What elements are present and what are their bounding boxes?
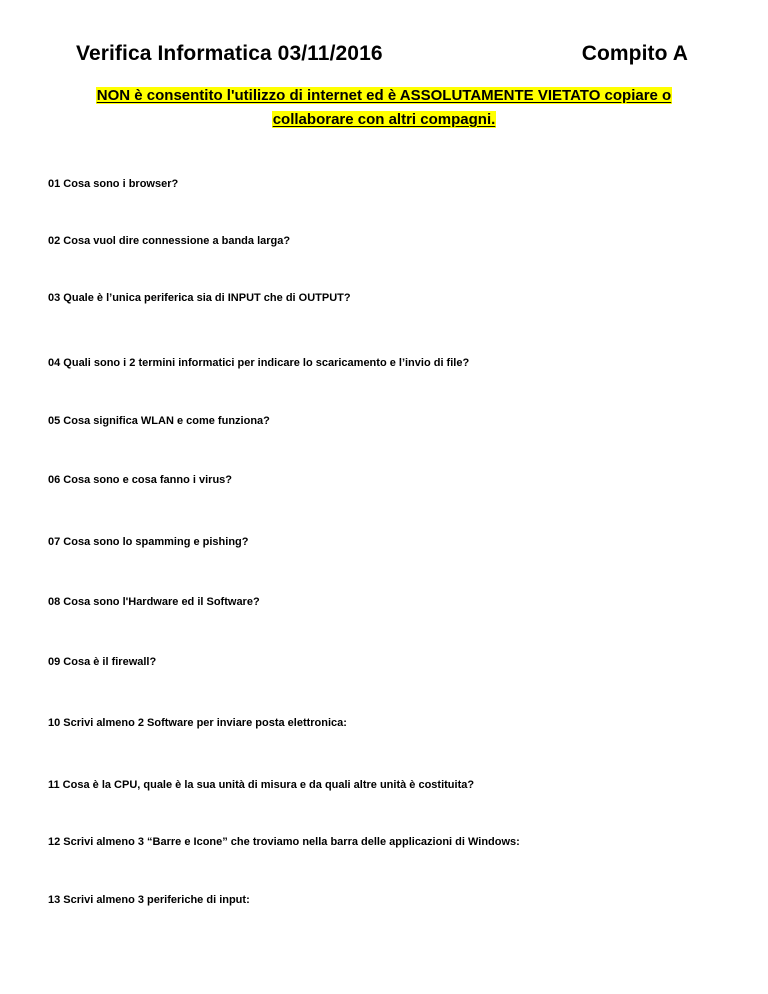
question-06: 06 Cosa sono e cosa fanno i virus? — [48, 474, 232, 486]
question-08: 08 Cosa sono l'Hardware ed il Software? — [48, 596, 260, 608]
question-11: 11 Cosa è la CPU, quale è la sua unità di misura e da quali altre unità è costituita? — [48, 779, 475, 791]
page-header — [76, 42, 688, 74]
page-title: Verifica Informatica 03/11/2016 — [76, 42, 383, 65]
question-09: 09 Cosa è il firewall? — [48, 656, 157, 668]
question-13: 13 Scrivi almeno 3 periferiche di input: — [48, 894, 250, 906]
question-07: 07 Cosa sono lo spamming e pishing? — [48, 536, 249, 548]
question-03: 03 Quale è l’unica periferica sia di INPUT che di OUTPUT? — [48, 292, 351, 304]
test-variant: Compito A — [581, 42, 688, 65]
rules-notice — [60, 84, 708, 132]
question-12: 12 Scrivi almeno 3 “Barre e Icone” che troviamo nella barra delle applicazioni di Windows: — [48, 836, 520, 848]
notice-line-1: NON è consentito l'utilizzo di internet ed è ASSOLUTAMENTE VIETATO copiare o — [96, 87, 672, 104]
question-10: 10 Scrivi almeno 2 Software per inviare posta elettronica: — [48, 717, 347, 729]
question-04: 04 Quali sono i 2 termini informatici per indicare lo scaricamento e l’invio di file? — [48, 357, 470, 369]
question-02: 02 Cosa vuol dire connessione a banda larga? — [48, 235, 291, 247]
question-05: 05 Cosa significa WLAN e come funziona? — [48, 415, 270, 427]
question-01: 01 Cosa sono i browser? — [48, 178, 179, 190]
notice-line-2: collaborare con altri compagni. — [272, 111, 496, 128]
